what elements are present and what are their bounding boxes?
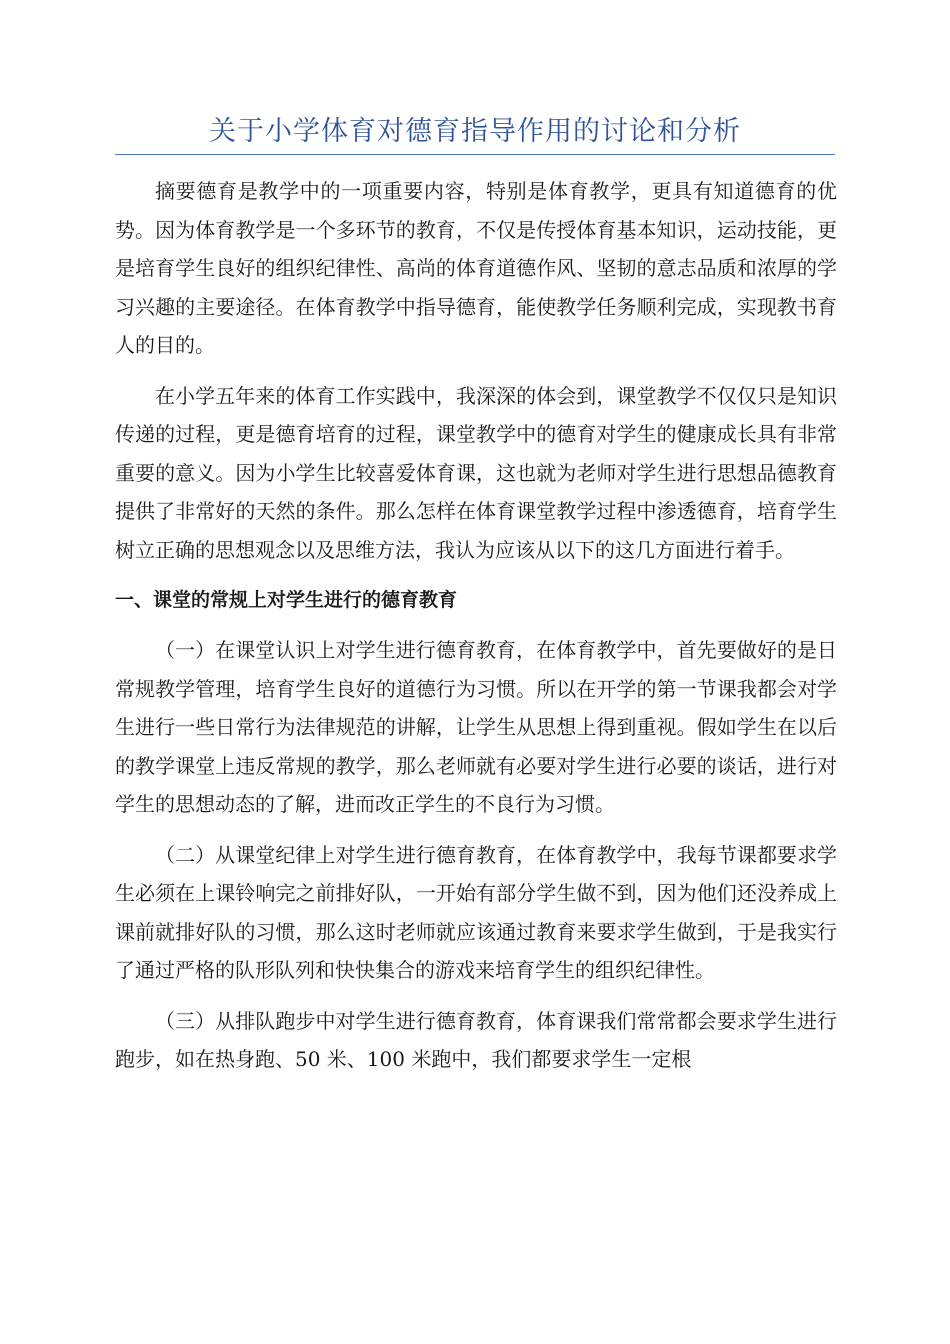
section-heading: 一、课堂的常规上对学生进行的德育教育	[115, 589, 458, 611]
title-underline	[115, 154, 835, 155]
intro-paragraph: 在小学五年来的体育工作实践中，我深深的体会到，课堂教学不仅仅只是知识传递的过程，更是德育培育的过程，课堂教学中的德育对学生的健康成长具有非常重要的意义。因为小学生比较喜爱体育课，这也就为老师对学生进行思想品德教育提供了非常好的天然的条件。那么怎样在体育课堂教学过程中渗透德育，培育学生树立正确的思想观念以及思维方法，我认为应该从以下的这几方面进行着手。	[115, 383, 837, 562]
abstract-paragraph: 摘要德育是教学中的一项重要内容，特别是体育教学，更具有知道德育的优势。因为体育教学是一个多环节的教育，不仅是传授体育基本知识，运动技能，更是培育学生良好的组织纪律性、高尚的体育道德作风、坚韧的意志品质和浓厚的学习兴趣的主要途径。在体育教学中指导德育，能使教学任务顺利完成，实现教书育人的目的。	[115, 179, 837, 357]
document-body	[115, 172, 837, 1091]
section-paragraph-3: （三）从排队跑步中对学生进行德育教育，体育课我们常常都会要求学生进行跑步，如在热身跑、50 米、100 米跑中，我们都要求学生一定根	[115, 1008, 837, 1071]
document-title: 关于小学体育对德育指导作用的讨论和分析	[209, 116, 741, 147]
section-paragraph-2: （二）从课堂纪律上对学生进行德育教育，在体育教学中，我每节课都要求学生必须在上课铃响完之前排好队，一开始有部分学生做不到，因为他们还没养成上课前就排好队的习惯，那么这时老师就应该通过教育来要求学生做到，于是我实行了通过严格的队形队列和快快集合的游戏来培育学生的组织纪律性。	[115, 842, 837, 982]
section-paragraph-1: （一）在课堂认识上对学生进行德育教育，在体育教学中，首先要做好的是日常规教学管理，培育学生良好的道德行为习惯。所以在开学的第一节课我都会对学生进行一些日常行为法律规范的讲解，让学生从思想上得到重视。假如学生在以后的教学课堂上违反常规的教学，那么老师就有必要对学生进行必要的谈话，进行对学生的思想动态的了解，进而改正学生的不良行为习惯。	[115, 638, 837, 816]
